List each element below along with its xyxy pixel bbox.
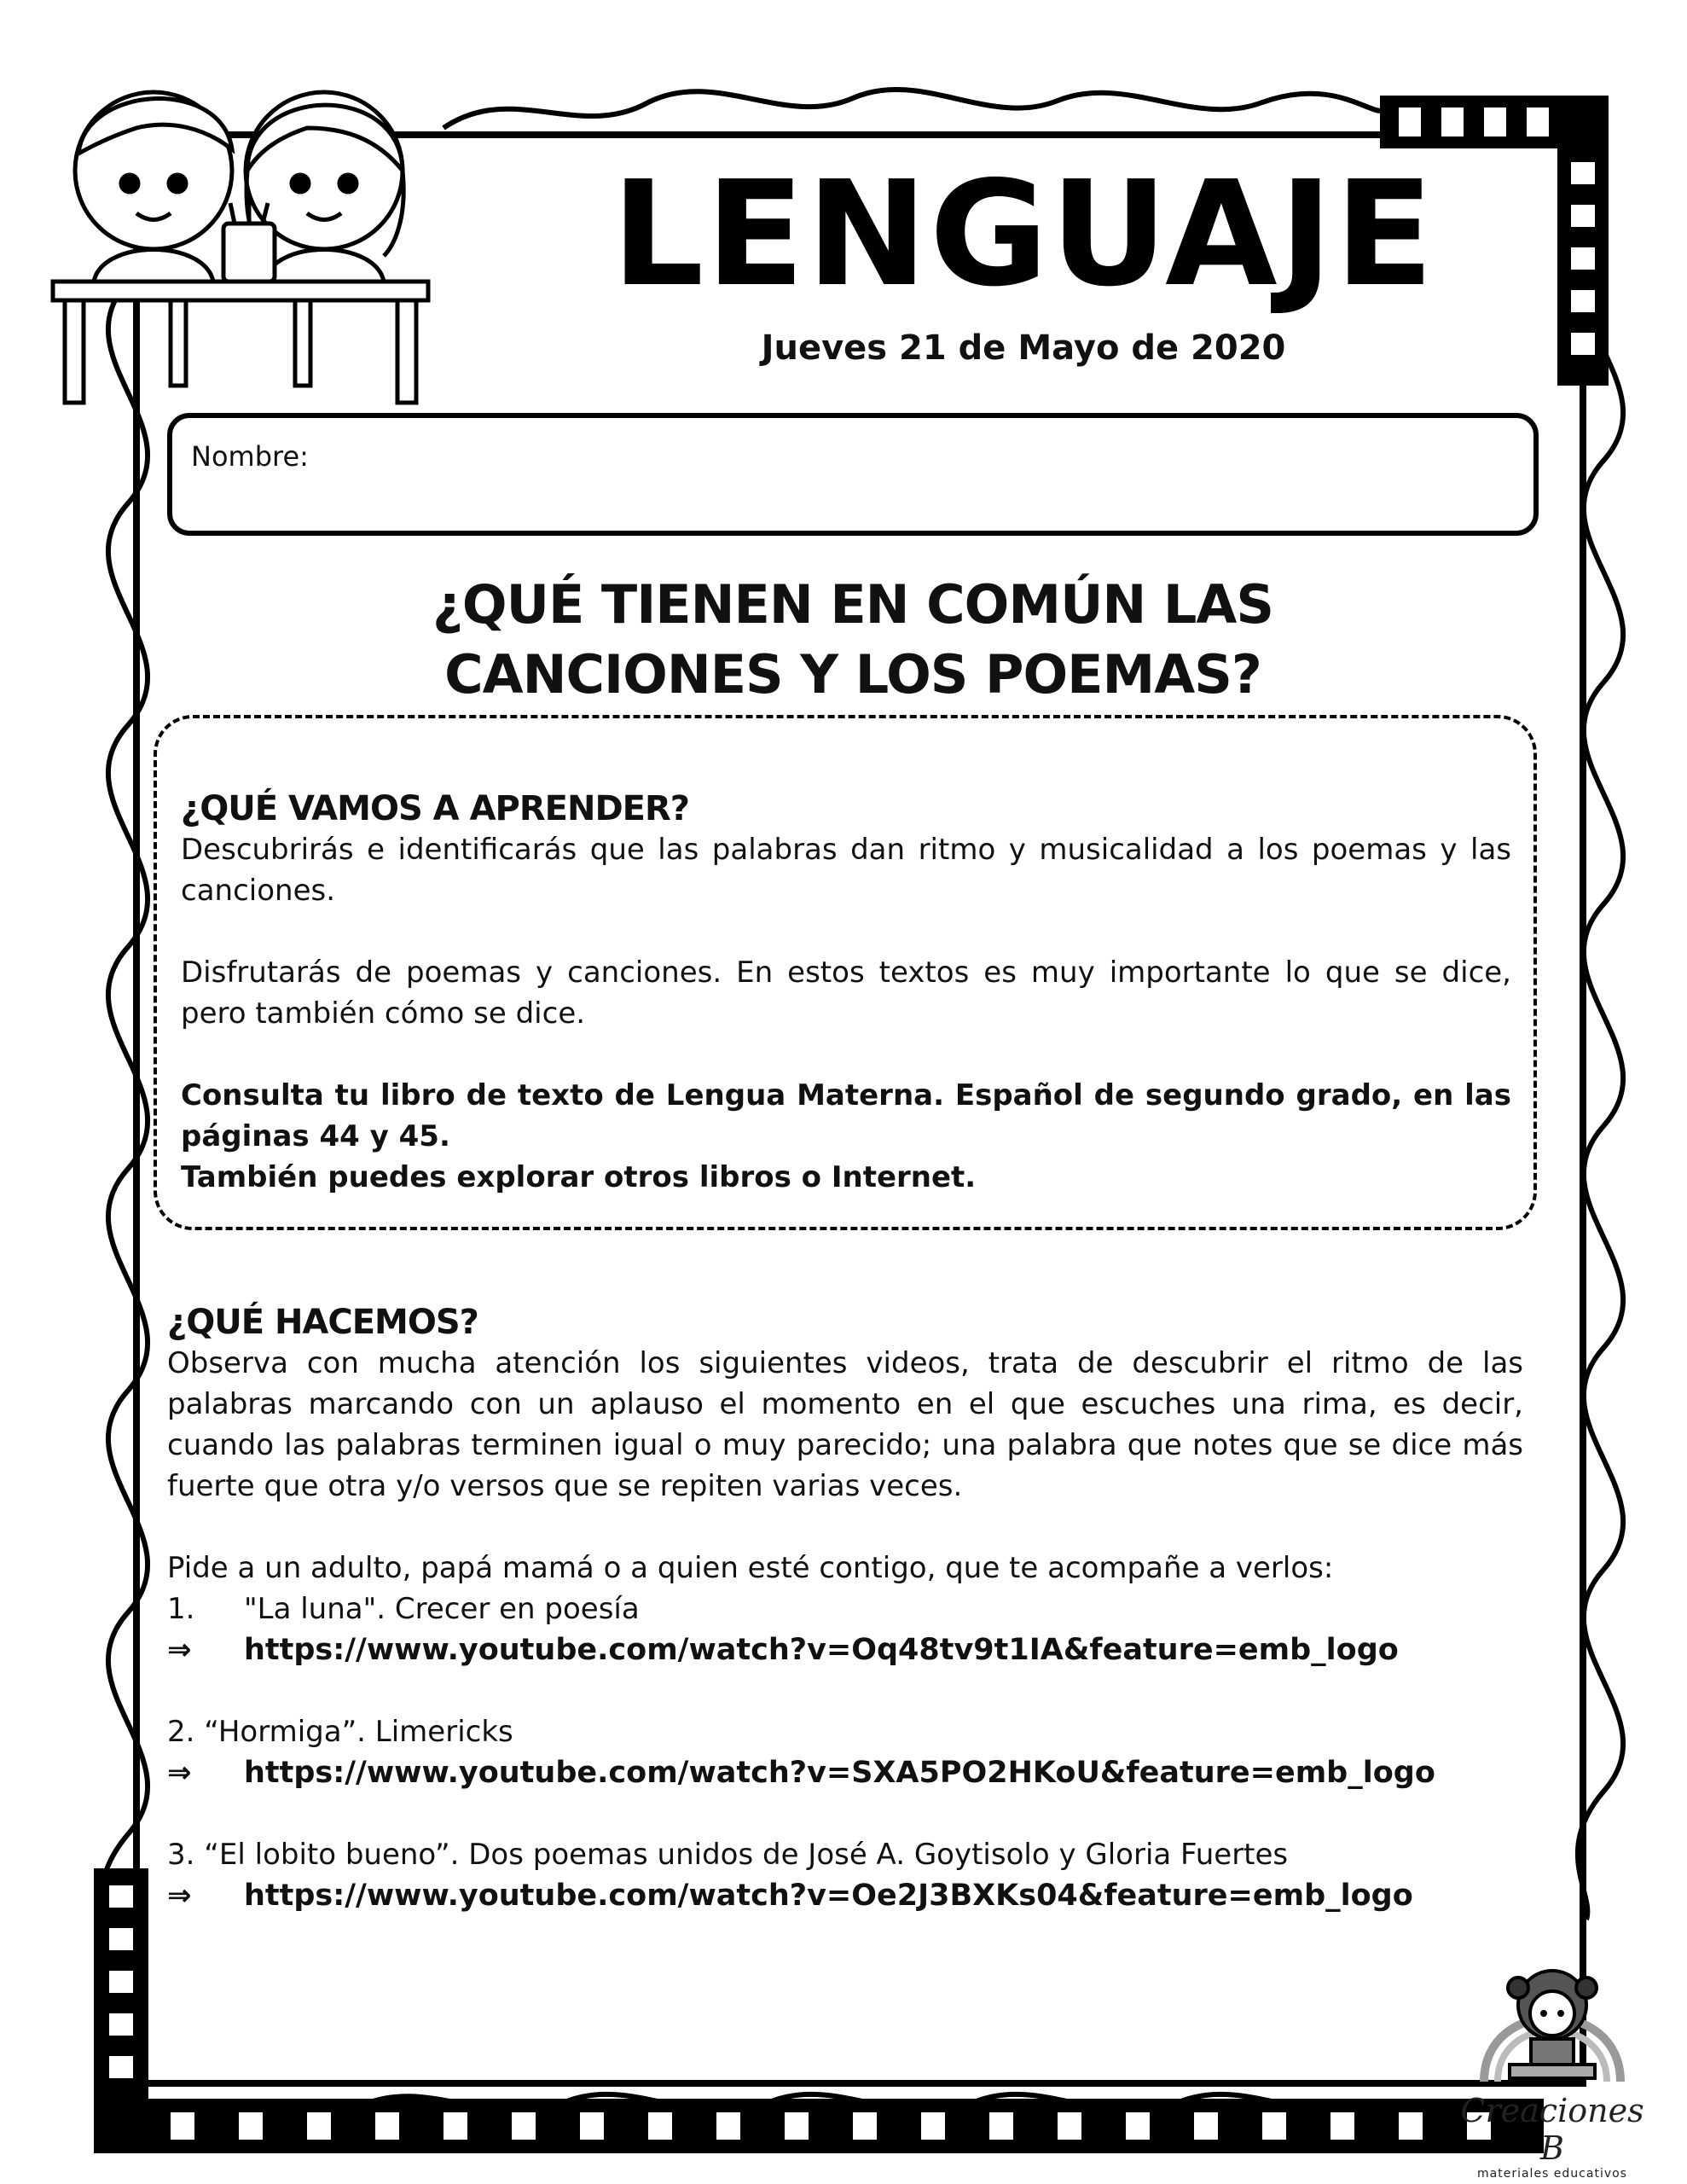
learn-paragraph-2: Disfrutarás de poemas y canciones. En estos textos es muy importante lo que se dice, pero también cómo se dice. — [181, 956, 1511, 1031]
page-date: Jueves 21 de Mayo de 2020 — [761, 328, 1286, 368]
creaciones-b-logo-graphic — [1484, 1971, 1620, 2082]
main-heading — [256, 570, 1450, 710]
wavy-top-border — [443, 90, 1382, 128]
name-field-label: Nombre: — [191, 440, 309, 473]
name-field[interactable] — [167, 413, 1539, 536]
video-link[interactable]: https://www.youtube.com/watch?v=Oe2J3BXKs04&feature=emb_logo — [244, 1879, 1413, 1913]
video-item-2 — [167, 1711, 1523, 1793]
logo-name: Creaciones B — [1460, 2092, 1644, 2167]
wavy-left-border — [102, 282, 148, 1928]
learn-section — [181, 789, 1511, 1198]
video-list — [167, 1589, 1523, 1916]
do-paragraph-1: Observa con mucha atención los siguientes videos, trata de descubrir el ritmo de las palabras marcando con un aplauso el momento en el que escuches una rima, es decir, cuando las palabras terminen igual o muy parecido; una palabra que notes que se dice más fuerte que otra y/o versos que se repiten varias veces. — [167, 1346, 1523, 1503]
main-heading-line-2: CANCIONES Y LOS POEMAS? — [444, 643, 1261, 706]
video-item-1 — [167, 1589, 1523, 1670]
main-heading-line-1: ¿QUÉ TIENEN EN COMÚN LAS — [432, 573, 1274, 636]
page-title: LENGUAJE — [611, 150, 1436, 319]
arrow-right-icon: ⇒ — [167, 1756, 192, 1790]
video-number: 1. — [167, 1592, 195, 1626]
video-link[interactable]: https://www.youtube.com/watch?v=SXA5PO2HKoU&feature=emb_logo — [244, 1756, 1435, 1790]
video-number: 3. — [167, 1838, 195, 1872]
learn-section-title: ¿QUÉ VAMOS A APRENDER? — [181, 789, 689, 828]
video-title: “Hormiga”. Limericks — [204, 1715, 513, 1749]
logo-tagline: materiales educativos — [1477, 2167, 1627, 2181]
learn-paragraph-1: Descubrirás e identificarás que las palabras dan ritmo y musicalidad a los poemas y las canciones. — [181, 833, 1511, 908]
do-section — [167, 1305, 1523, 1916]
do-section-title: ¿QUÉ HACEMOS? — [167, 1303, 478, 1342]
video-link[interactable]: https://www.youtube.com/watch?v=Oq48tv9t1IA&feature=emb_logo — [244, 1633, 1399, 1667]
video-title: "La luna". Crecer en poesía — [244, 1592, 640, 1626]
arrow-right-icon: ⇒ — [167, 1633, 192, 1667]
kids-at-desk-illustration — [53, 92, 428, 403]
creaciones-b-logo — [1450, 2092, 1655, 2181]
video-item-3 — [167, 1834, 1523, 1916]
learn-paragraph-4: También puedes explorar otros libros o Internet. — [181, 1160, 977, 1194]
arrow-right-icon: ⇒ — [167, 1879, 192, 1913]
video-number: 2. — [167, 1715, 195, 1749]
film-strip-top-right-vertical — [1557, 96, 1609, 386]
do-paragraph-2: Pide a un adulto, papá mamá o a quien esté contigo, que te acompañe a verlos: — [167, 1551, 1334, 1585]
film-strip-bottom — [94, 2099, 1544, 2153]
learn-paragraph-3: Consulta tu libro de texto de Lengua Materna. Español de segundo grado, en las páginas 44 y 45. — [181, 1078, 1511, 1153]
video-title: “El lobito bueno”. Dos poemas unidos de José A. Goytisolo y Gloria Fuertes — [204, 1838, 1289, 1872]
